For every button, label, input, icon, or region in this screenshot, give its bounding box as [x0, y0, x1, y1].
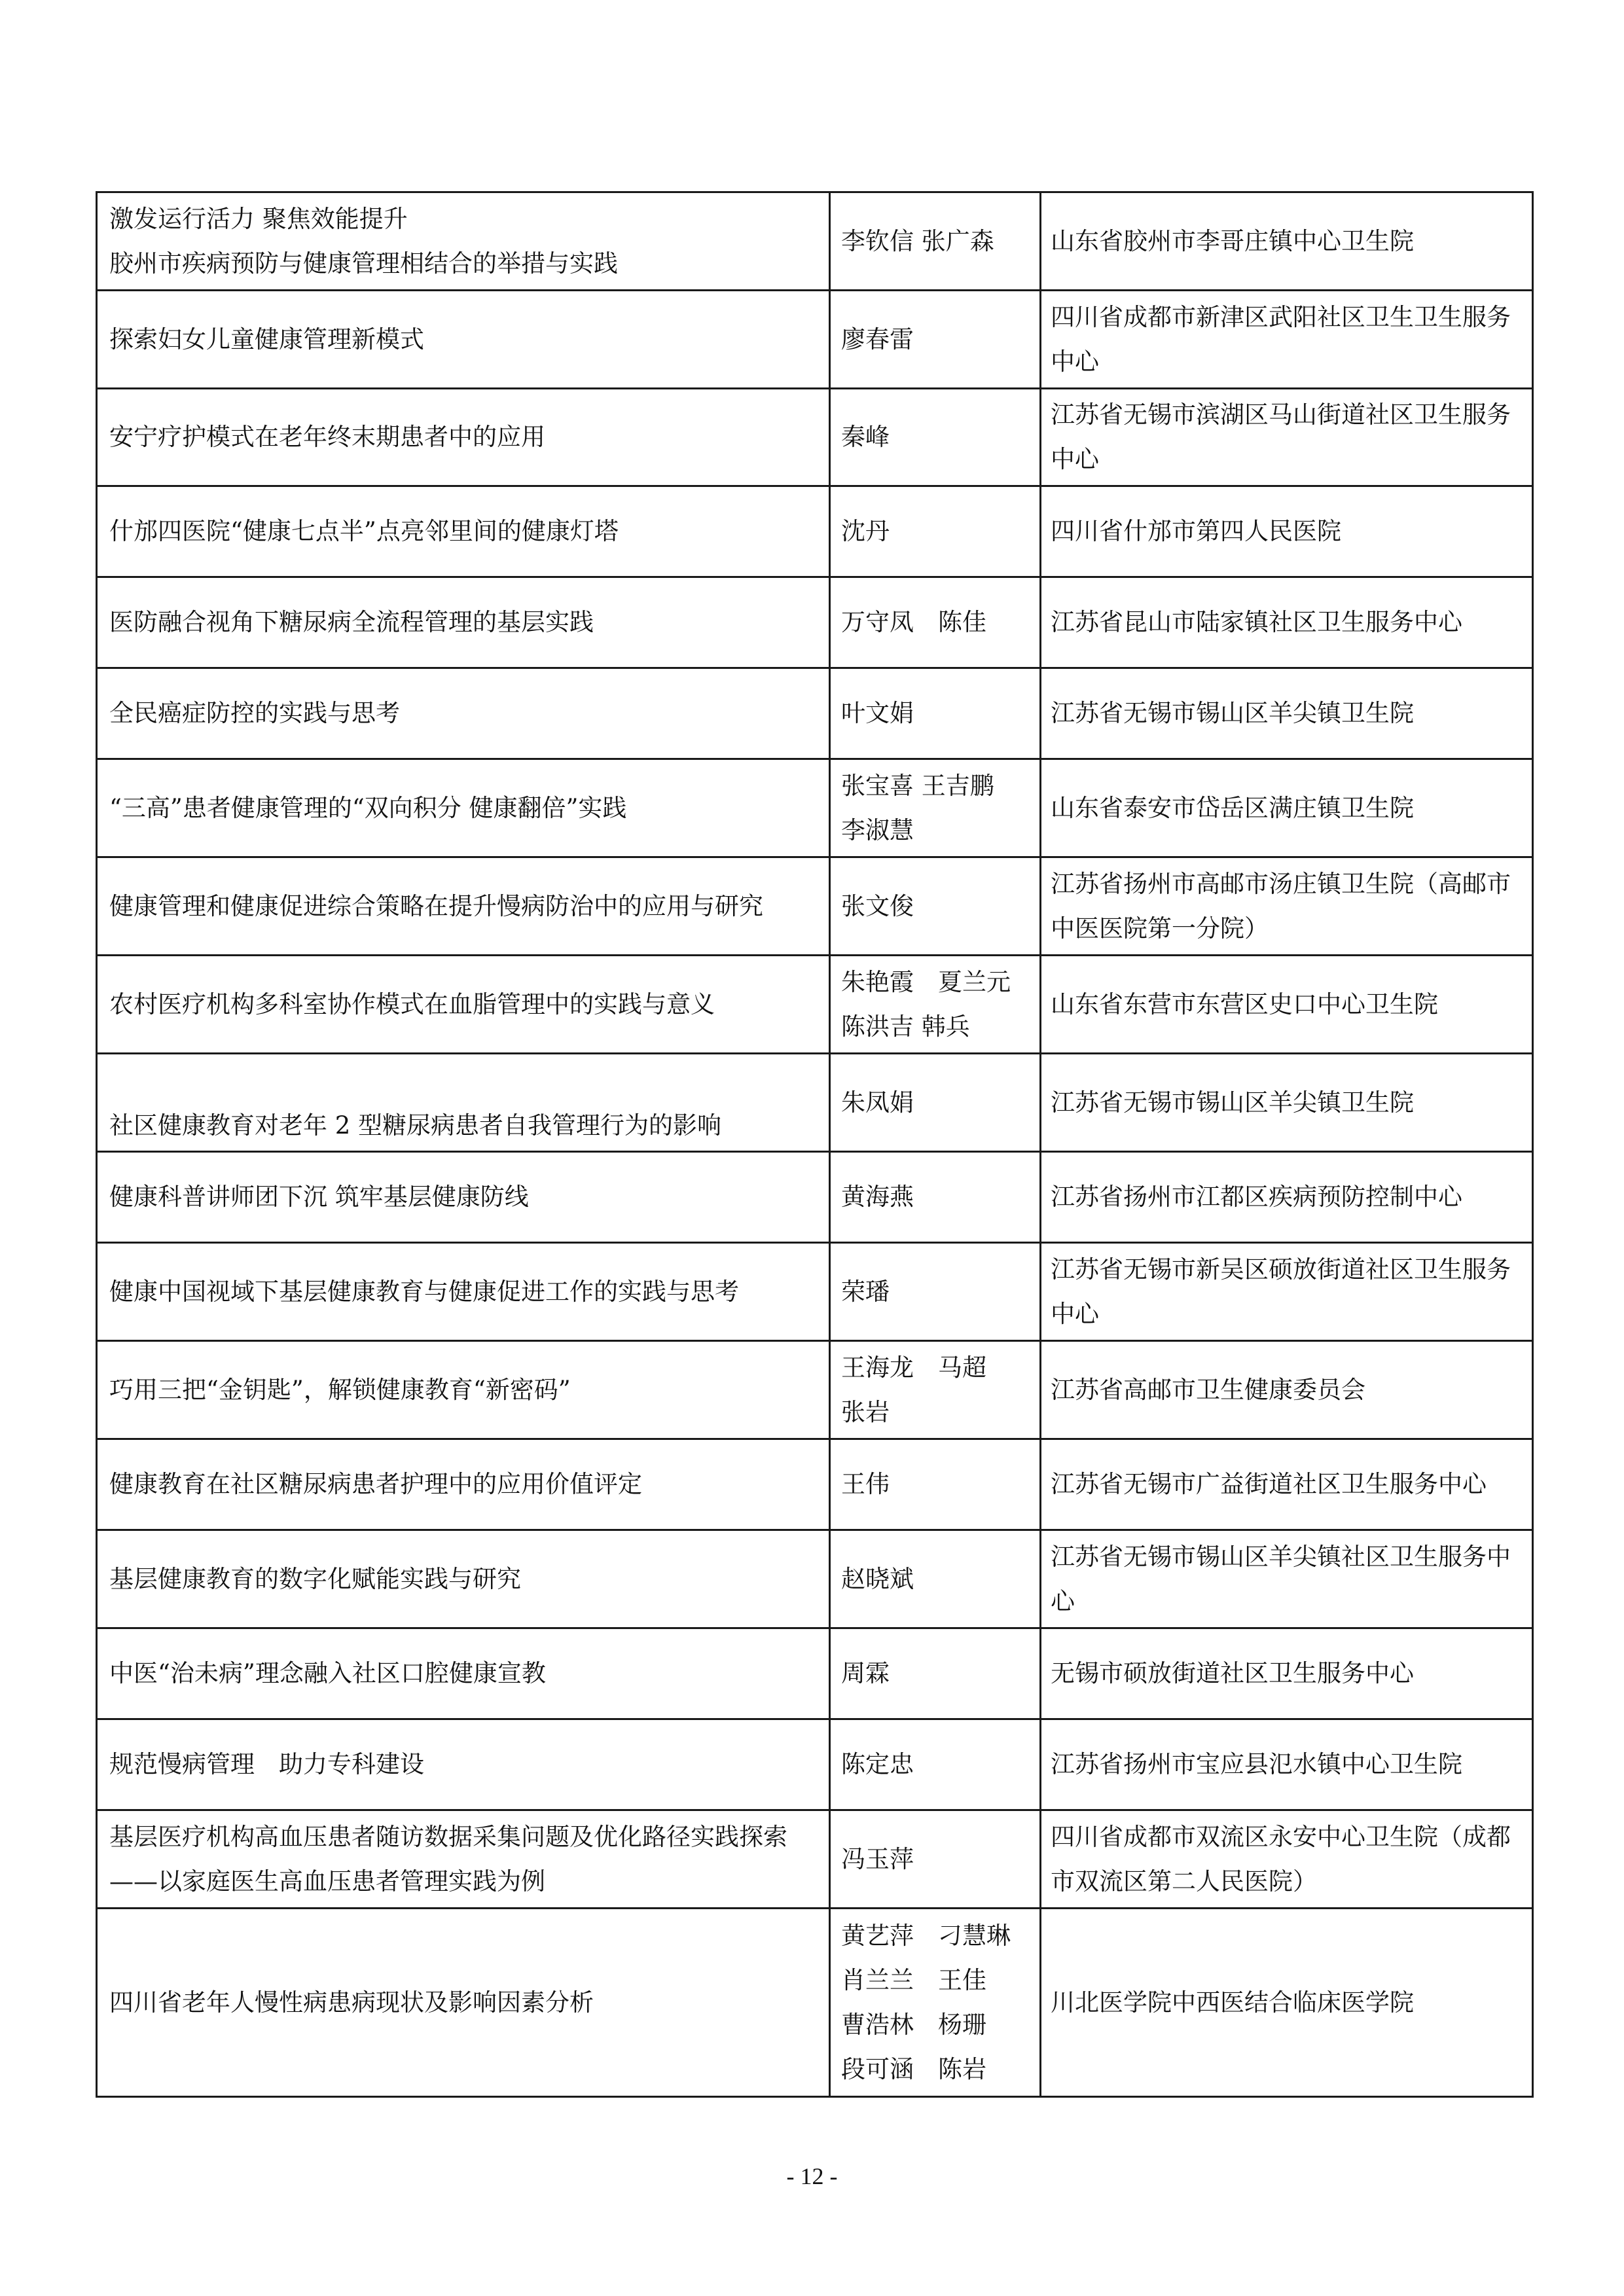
paper-title: 什邡四医院“健康七点半”点亮邻里间的健康灯塔 [109, 517, 619, 545]
paper-institution: 江苏省扬州市江都区疾病预防控制中心 [1051, 1183, 1462, 1211]
institution-cell [1041, 291, 1533, 389]
institution-cell [1041, 1909, 1533, 2097]
paper-institution: 江苏省扬州市宝应县氾水镇中心卫生院 [1051, 1750, 1462, 1778]
title-cell [97, 1341, 830, 1439]
paper-authors: 张文俊 [841, 891, 914, 920]
institution-cell [1041, 1243, 1533, 1341]
title-cell [97, 1054, 830, 1152]
title-cell [97, 577, 830, 668]
table-row [97, 1341, 1533, 1439]
institution-cell [1041, 389, 1533, 486]
paper-title: 医防融合视角下糖尿病全流程管理的基层实践 [109, 608, 594, 636]
table-row [97, 1054, 1533, 1152]
table-row [97, 668, 1533, 759]
paper-institution: 江苏省无锡市新吴区硕放街道社区卫生服务中心 [1051, 1255, 1511, 1328]
author-cell [830, 291, 1041, 389]
paper-authors: 王伟 [841, 1470, 890, 1498]
table-row [97, 291, 1533, 389]
title-cell [97, 1530, 830, 1628]
author-cell [830, 1243, 1041, 1341]
table-row [97, 1439, 1533, 1530]
paper-title: 全民癌症防控的实践与思考 [109, 699, 400, 727]
author-cell [830, 192, 1041, 291]
title-cell [97, 759, 830, 857]
table-row [97, 1909, 1533, 2097]
paper-institution: 山东省泰安市岱岳区满庄镇卫生院 [1051, 793, 1414, 822]
institution-cell [1041, 1152, 1533, 1243]
paper-institution: 四川省成都市双流区永安中心卫生院（成都市双流区第二人民医院） [1051, 1822, 1511, 1895]
paper-title: 健康科普讲师团下沉 筑牢基层健康防线 [109, 1183, 529, 1211]
paper-authors: 荣璠 [841, 1277, 890, 1306]
title-cell [97, 1439, 830, 1530]
title-cell [97, 956, 830, 1054]
author-cell [830, 1719, 1041, 1810]
paper-authors: 朱艳霞 夏兰元 陈洪吉 韩兵 [841, 967, 1011, 1041]
records-table-body [97, 192, 1533, 2097]
paper-title: 基层医疗机构高血压患者随访数据采集问题及优化路径实践探索——以家庭医生高血压患者管理实践为例 [109, 1822, 787, 1895]
records-table [96, 191, 1534, 2098]
paper-title: 农村医疗机构多科室协作模式在血脂管理中的实践与意义 [109, 990, 715, 1018]
table-row [97, 1243, 1533, 1341]
institution-cell [1041, 956, 1533, 1054]
table-row [97, 1719, 1533, 1810]
paper-institution: 江苏省无锡市锡山区羊尖镇社区卫生服务中心 [1051, 1542, 1511, 1615]
title-cell [97, 389, 830, 486]
paper-title: 健康管理和健康促进综合策略在提升慢病防治中的应用与研究 [109, 891, 763, 920]
title-cell [97, 1810, 830, 1909]
paper-title: 巧用三把“金钥匙”，解锁健康教育“新密码” [109, 1375, 571, 1404]
author-cell [830, 668, 1041, 759]
title-cell [97, 857, 830, 956]
title-cell [97, 1628, 830, 1719]
institution-cell [1041, 1530, 1533, 1628]
paper-institution: 四川省成都市新津区武阳社区卫生卫生服务中心 [1051, 302, 1511, 376]
paper-authors: 周霖 [841, 1659, 890, 1687]
paper-authors: 沈丹 [841, 517, 890, 545]
institution-cell [1041, 192, 1533, 291]
institution-cell [1041, 668, 1533, 759]
paper-authors: 黄艺萍 刁慧琳 肖兰兰 王佳 曹浩林 杨珊 段可涵 陈岩 [841, 1921, 1011, 2083]
paper-title: 健康中国视域下基层健康教育与健康促进工作的实践与思考 [109, 1277, 739, 1306]
title-cell [97, 291, 830, 389]
table-row [97, 1152, 1533, 1243]
institution-cell [1041, 577, 1533, 668]
author-cell [830, 1909, 1041, 2097]
author-cell [830, 389, 1041, 486]
paper-title: 基层健康教育的数字化赋能实践与研究 [109, 1564, 521, 1593]
paper-authors: 叶文娟 [841, 699, 914, 727]
paper-institution: 四川省什邡市第四人民医院 [1051, 517, 1341, 545]
paper-title: 社区健康教育对老年 2 型糖尿病患者自我管理行为的影响 [109, 1111, 722, 1139]
institution-cell [1041, 1341, 1533, 1439]
paper-authors: 秦峰 [841, 423, 890, 451]
paper-institution: 无锡市硕放街道社区卫生服务中心 [1051, 1659, 1414, 1687]
paper-authors: 万守凤 陈佳 [841, 608, 986, 636]
title-cell [97, 1152, 830, 1243]
author-cell [830, 486, 1041, 577]
paper-title: 探索妇女儿童健康管理新模式 [109, 325, 424, 353]
paper-title: 健康教育在社区糖尿病患者护理中的应用价值评定 [109, 1470, 642, 1498]
author-cell [830, 1054, 1041, 1152]
paper-title: 中医“治未病”理念融入社区口腔健康宣教 [109, 1659, 546, 1687]
paper-authors: 王海龙 马超 张岩 [841, 1353, 986, 1426]
paper-authors: 赵晓斌 [841, 1564, 914, 1593]
author-cell [830, 1439, 1041, 1530]
title-cell [97, 1719, 830, 1810]
paper-institution: 山东省胶州市李哥庄镇中心卫生院 [1051, 226, 1414, 255]
table-row [97, 1530, 1533, 1628]
author-cell [830, 1341, 1041, 1439]
paper-institution: 江苏省扬州市高邮市汤庄镇卫生院（高邮市中医医院第一分院） [1051, 869, 1511, 942]
author-cell [830, 577, 1041, 668]
author-cell [830, 1628, 1041, 1719]
table-row [97, 1628, 1533, 1719]
institution-cell [1041, 1719, 1533, 1810]
institution-cell [1041, 1628, 1533, 1719]
paper-title: 激发运行活力 聚焦效能提升 胶州市疾病预防与健康管理相结合的举措与实践 [109, 204, 618, 278]
title-cell [97, 1909, 830, 2097]
page-number: - 12 - [786, 2163, 838, 2189]
institution-cell [1041, 857, 1533, 956]
title-cell [97, 668, 830, 759]
institution-cell [1041, 1439, 1533, 1530]
paper-institution: 江苏省无锡市锡山区羊尖镇卫生院 [1051, 1088, 1414, 1117]
paper-title: 规范慢病管理 助力专科建设 [109, 1750, 424, 1778]
author-cell [830, 1530, 1041, 1628]
institution-cell [1041, 1054, 1533, 1152]
paper-title: “三高”患者健康管理的“双向积分 健康翻倍”实践 [109, 793, 627, 822]
paper-institution: 山东省东营市东营区史口中心卫生院 [1051, 990, 1438, 1018]
paper-institution: 江苏省无锡市广益街道社区卫生服务中心 [1051, 1470, 1487, 1498]
paper-authors: 李钦信 张广森 [841, 226, 994, 255]
paper-authors: 陈定忠 [841, 1750, 914, 1778]
author-cell [830, 956, 1041, 1054]
table-row [97, 577, 1533, 668]
table-row [97, 759, 1533, 857]
author-cell [830, 759, 1041, 857]
paper-authors: 朱凤娟 [841, 1088, 914, 1117]
author-cell [830, 1152, 1041, 1243]
paper-authors: 张宝喜 王吉鹏 李淑慧 [841, 771, 994, 844]
paper-institution: 川北医学院中西医结合临床医学院 [1051, 1988, 1414, 2017]
paper-title: 安宁疗护模式在老年终末期患者中的应用 [109, 423, 545, 451]
paper-title: 四川省老年人慢性病患病现状及影响因素分析 [109, 1988, 594, 2017]
table-row [97, 956, 1533, 1054]
table-row [97, 389, 1533, 486]
table-row [97, 486, 1533, 577]
title-cell [97, 486, 830, 577]
table-row [97, 192, 1533, 291]
paper-institution: 江苏省高邮市卫生健康委员会 [1051, 1375, 1365, 1404]
table-row [97, 1810, 1533, 1909]
paper-institution: 江苏省无锡市滨湖区马山街道社区卫生服务中心 [1051, 401, 1511, 473]
author-cell [830, 1810, 1041, 1909]
author-cell [830, 857, 1041, 956]
paper-authors: 冯玉萍 [841, 1844, 914, 1873]
paper-institution: 江苏省昆山市陆家镇社区卫生服务中心 [1051, 608, 1462, 636]
institution-cell [1041, 1810, 1533, 1909]
table-row [97, 857, 1533, 956]
institution-cell [1041, 486, 1533, 577]
institution-cell [1041, 759, 1533, 857]
title-cell [97, 1243, 830, 1341]
title-cell [97, 192, 830, 291]
paper-authors: 黄海燕 [841, 1183, 914, 1211]
paper-institution: 江苏省无锡市锡山区羊尖镇卫生院 [1051, 699, 1414, 727]
paper-authors: 廖春雷 [841, 325, 914, 353]
